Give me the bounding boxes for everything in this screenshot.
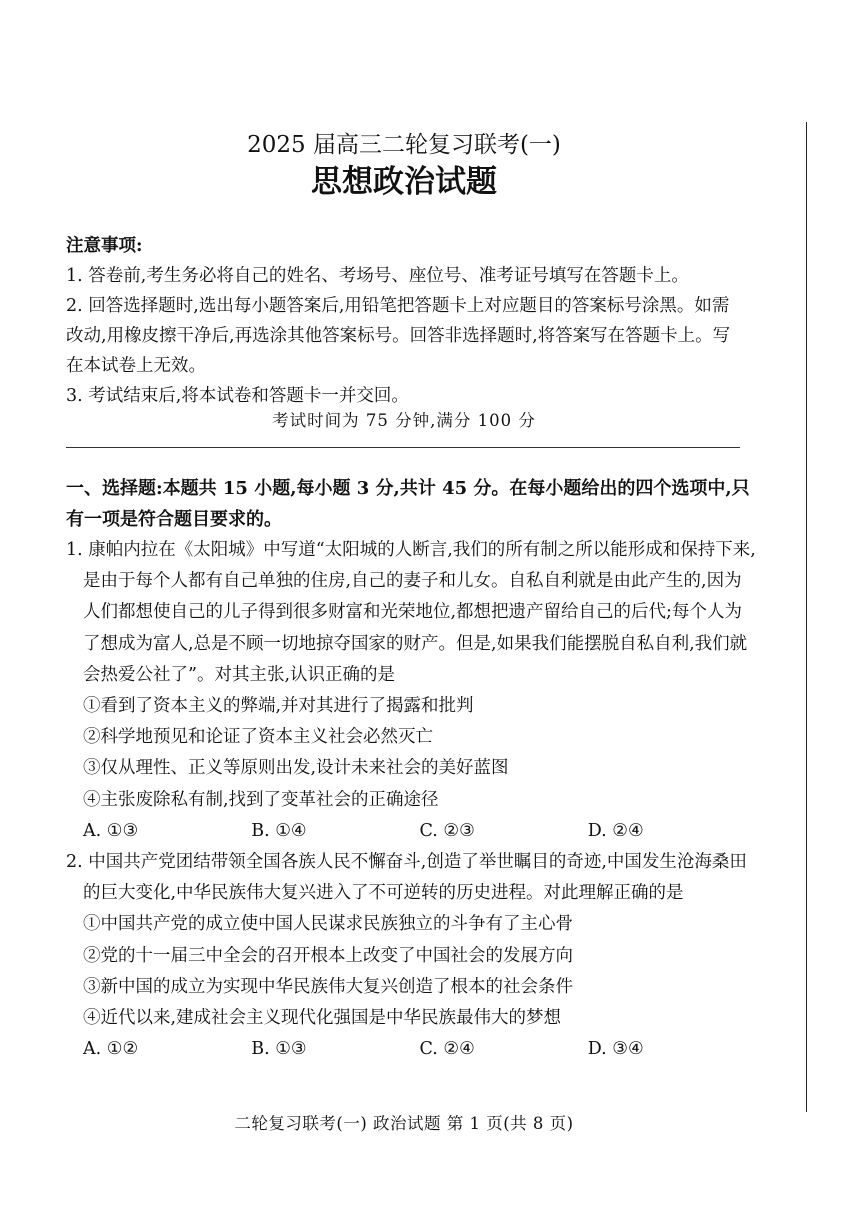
choice-b: B. ①③ <box>251 1039 307 1060</box>
statement-option: ①看到了资本主义的弊端,并对其进行了揭露和批判 <box>83 696 474 717</box>
choice-c: C. ②④ <box>419 1039 475 1060</box>
question-stem: 1. 康帕内拉在《太阳城》中写道“太阳城的人断言,我们的所有制之所以能形成和保持下来,是由于每个人都有自己单独的住房,自己的妻子和儿女。自私自利就是由此产生的,因为人们都想使自己的儿子得到很多财富和光荣地位,都想把遗产留给自己的后代;每个人为了想成为富人,总是不顾一切地掠夺国家的财产。但是,如果我们能摆脱自私自利,我们就会热爱公社了”。对其主张,认识正确的是 <box>66 540 756 685</box>
choice-a: A. ①② <box>83 1039 139 1060</box>
question-2 <box>66 847 756 1065</box>
answer-choices <box>66 816 756 847</box>
notice-heading: 注意事项: <box>66 236 143 256</box>
question-stem: 2. 中国共产党团结带领全国各族人民不懈奋斗,创造了举世瞩目的奇迹,中国发生沧海桑田的巨大变化,中华民族伟大复兴进入了不可逆转的历史进程。对此理解正确的是 <box>66 852 747 904</box>
statement-option: ④近代以来,建成社会主义现代化强国是中华民族最伟大的梦想 <box>83 1008 562 1029</box>
question-list <box>66 535 756 1065</box>
notice-item-1: 1. 答卷前,考生务必将自己的姓名、考场号、座位号、准考证号填写在答题卡上。 <box>66 266 689 286</box>
statement-option: ④主张废除私有制,找到了变革社会的正确途径 <box>83 789 439 810</box>
statement-option: ①中国共产党的成立使中国人民谋求民族独立的斗争有了主心骨 <box>83 914 573 935</box>
statement-option: ③新中国的成立为实现中华民族伟大复兴创造了根本的社会条件 <box>83 976 573 997</box>
exam-time-info: 考试时间为 75 分钟,满分 100 分 <box>272 411 536 430</box>
choice-a: A. ①③ <box>83 820 139 841</box>
header-divider <box>66 447 740 448</box>
answer-choices <box>66 1034 756 1065</box>
statement-option: ②党的十一届三中全会的召开根本上改变了中国社会的发展方向 <box>83 945 573 966</box>
page-edge-divider <box>806 122 807 1112</box>
choice-d: D. ②④ <box>587 820 644 841</box>
choice-b: B. ①④ <box>251 820 307 841</box>
section-heading: 一、选择题:本题共 15 小题,每小题 3 分,共计 45 分。在每小题给出的四个选项中,只有一项是符合题目要求的。 <box>66 478 750 530</box>
notice-item-3: 3. 考试结束后,将本试卷和答题卡一并交回。 <box>66 386 409 406</box>
page-footer: 二轮复习联考(一) 政治试题 第 1 页(共 8 页) <box>234 1114 574 1133</box>
statement-option: ②科学地预见和论证了资本主义社会必然灭亡 <box>83 727 433 748</box>
notice-block <box>66 231 746 411</box>
notice-item-2: 2. 回答选择题时,选出每小题答案后,用铅笔把答题卡上对应题目的答案标号涂黑。如需改动,用橡皮擦干净后,再选涂其他答案标号。回答非选择题时,将答案写在答题卡上。写在本试卷上无效。 <box>66 296 731 376</box>
exam-title: 2025 届高三二轮复习联考(一) <box>247 132 561 158</box>
question-1 <box>66 535 756 847</box>
statement-option: ③仅从理性、正义等原则出发,设计未来社会的美好蓝图 <box>83 758 509 779</box>
choice-d: D. ③④ <box>587 1039 644 1060</box>
exam-subject-title: 思想政治试题 <box>311 164 497 200</box>
choice-c: C. ②③ <box>419 820 475 841</box>
